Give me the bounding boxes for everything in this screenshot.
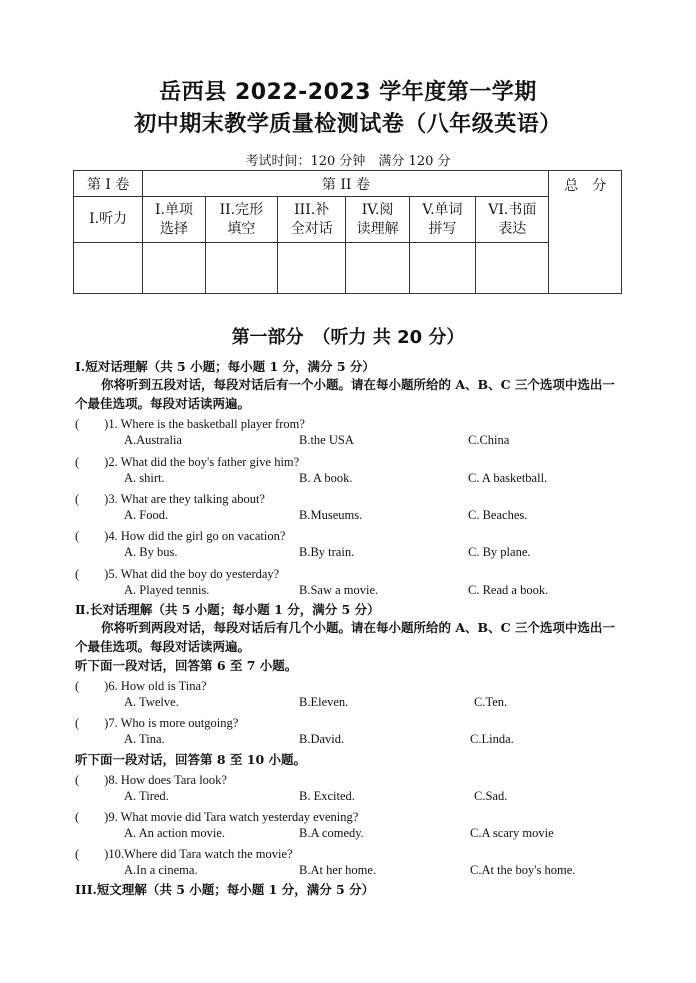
part3-heading: III.短文理解（共 5 小题；每小题 1 分，满分 5 分） — [75, 882, 375, 897]
score-col-listening: I.听力 — [74, 197, 143, 243]
q3-option-b: B.Museums. — [299, 508, 363, 522]
score-col-spelling: V.单词 拼写 — [409, 197, 475, 243]
score-cell[interactable] — [74, 243, 143, 294]
q2-option-c: C. A basketball. — [468, 471, 548, 485]
question-4: ( )4. How did the girl go on vacation? — [75, 529, 286, 543]
score-cell[interactable] — [346, 243, 409, 294]
question-5: ( )5. What did the boy do yesterday? — [75, 567, 280, 581]
part1-header: 第 I 卷 — [74, 171, 143, 197]
q6-option-c: C.Ten. — [474, 695, 508, 709]
q4-option-b: B.By train. — [299, 545, 355, 559]
q1-option-b: B.the USA — [299, 433, 354, 447]
part2-sub2: 听下面一段对话，回答第 8 至 10 小题。 — [75, 752, 307, 767]
q4-option-c: C. By plane. — [468, 545, 531, 559]
q3-option-c: C. Beaches. — [468, 508, 528, 522]
q5-option-a: A. Played tennis. — [124, 583, 210, 597]
q10-option-b: B.At her home. — [299, 863, 377, 877]
part1-heading: I.短对话理解（共 5 小题；每小题 1 分，满分 5 分） — [75, 359, 375, 374]
question-10: ( )10.Where did Tara watch the movie? — [75, 847, 293, 861]
q10-option-a: A.In a cinema. — [124, 863, 198, 877]
q3-option-a: A. Food. — [124, 508, 169, 522]
score-cell[interactable] — [409, 243, 475, 294]
q9-option-a: A. An action movie. — [124, 826, 226, 840]
q7-option-c: C.Linda. — [470, 732, 514, 746]
q6-option-b: B.Eleven. — [299, 695, 349, 709]
question-9: ( )9. What movie did Tara watch yesterday evening? — [75, 810, 359, 824]
q4-option-a: A. By bus. — [124, 545, 178, 559]
question-6: ( )6. How old is Tina? — [75, 679, 207, 693]
q10-option-c: C.At the boy's home. — [470, 863, 576, 877]
question-2: ( )2. What did the boy's father give him? — [75, 455, 300, 469]
q1-option-a: A.Australia — [124, 433, 182, 447]
q9-option-b: B.A comedy. — [299, 826, 364, 840]
part2-instruction: 你将听到两段对话，每段对话后有几个小题。请在每小题所给的 A、B、C 三个选项中选出一个最佳选项。每段对话读两遍。 — [75, 620, 615, 654]
q6-option-a: A. Twelve. — [124, 695, 179, 709]
question-8: ( )8. How does Tara look? — [75, 773, 227, 787]
score-col-cloze: II.完形 填空 — [205, 197, 277, 243]
q5-option-c: C. Read a book. — [468, 583, 549, 597]
score-cell[interactable] — [205, 243, 277, 294]
q8-option-a: A. Tired. — [124, 789, 169, 803]
total-header: 总 分 — [549, 171, 622, 294]
score-cell[interactable] — [476, 243, 549, 294]
q1-option-c: C.China — [468, 433, 510, 447]
question-3: ( )3. What are they talking about? — [75, 492, 265, 506]
q7-option-b: B.David. — [299, 732, 345, 746]
part2-header: 第 II 卷 — [143, 171, 549, 197]
score-col-writing: VI.书面 表达 — [476, 197, 549, 243]
score-table — [73, 170, 622, 294]
part1-instruction: 你将听到五段对话，每段对话后有一个小题。请在每小题所给的 A、B、C 三个选项中选出一个最佳选项。每段对话读两遍。 — [75, 377, 615, 411]
q8-option-c: C.Sad. — [474, 789, 508, 803]
q5-option-b: B.Saw a movie. — [299, 583, 379, 597]
q9-option-c: C.A scary movie — [470, 826, 554, 840]
exam-info: 考试时间：120 分钟 满分 120 分 — [245, 154, 451, 169]
q2-option-a: A. shirt. — [124, 471, 165, 485]
question-7: ( )7. Who is more outgoing? — [75, 716, 239, 730]
score-cell[interactable] — [143, 243, 205, 294]
score-cell[interactable] — [277, 243, 345, 294]
section-title: 第一部分 （听力 共 20 分） — [231, 327, 465, 348]
part2-sub1: 听下面一段对话，回答第 6 至 7 小题。 — [75, 658, 298, 673]
score-col-reading: IV.阅 读理解 — [346, 197, 409, 243]
exam-title-line1: 岳西县 2022-2023 学年度第一学期 — [159, 80, 537, 105]
score-col-single-choice: I.单项 选择 — [143, 197, 205, 243]
q2-option-b: B. A book. — [299, 471, 353, 485]
score-col-dialogue: III.补 全对话 — [277, 197, 345, 243]
exam-title-line2: 初中期末教学质量检测试卷（八年级英语） — [134, 112, 562, 137]
part2-heading: Ⅱ.长对话理解（共 5 小题；每小题 1 分，满分 5 分） — [75, 602, 380, 617]
q7-option-a: A. Tina. — [124, 732, 165, 746]
q8-option-b: B. Excited. — [299, 789, 355, 803]
question-1: ( )1. Where is the basketball player from? — [75, 417, 305, 431]
